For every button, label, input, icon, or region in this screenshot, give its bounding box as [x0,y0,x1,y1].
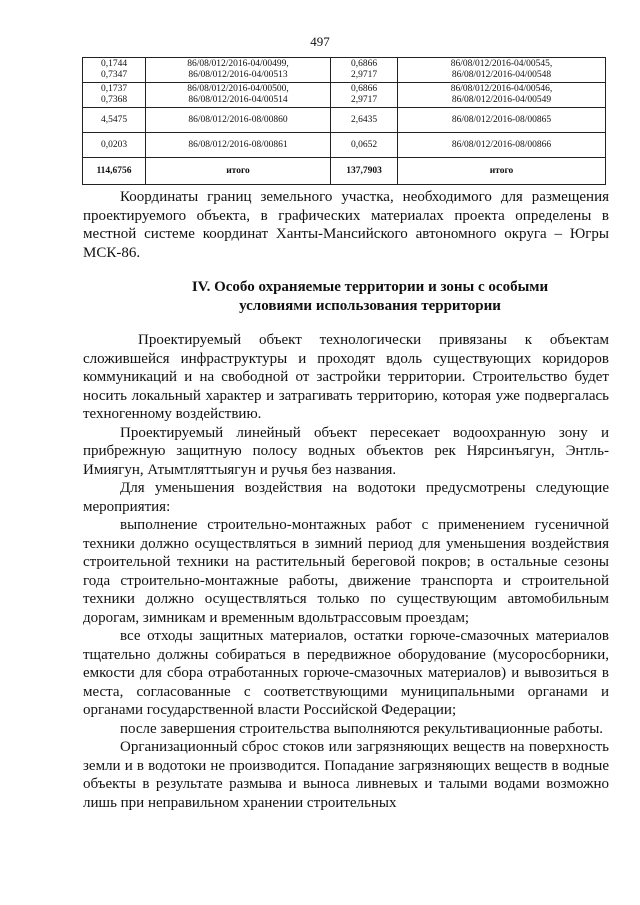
total-label-2: итого [398,158,606,185]
paragraph: все отходы защитных материалов, остатки горюче-смазочных материалов тщательно должны собираться в передвижное оборудование (мусоросборники, емкости для сбора отработанных горюче-смазочных материалов) и вывозиться в места, согласованные с соответствующими муниципальными органами и органами государственной власти Российской Федерации; [83,628,609,718]
paragraph: Проектируемый объект технологически привязаны к объектам сложившейся инфраструктуры и проходят вдоль существующих коридоров коммуникаций и на свободной от застройки территории. Строительство будет носить локальный характер и затрагивать территорию, которая уже подвергалась техногенному воздействию. [83,332,609,422]
paragraph: выполнение строительно-монтажных работ с применением гусеничной техники должно осуществляться в зимний период для уменьшения воздействия строительной техники на растительный береговой покров; в остальные сезоны года строительно-монтажные работы, движение транспорта и строительной техники должно осуществляться только по существующим автомобильным дорогам, зимникам и временным вдольтрассовым проездам; [83,517,609,626]
table-row [83,108,606,133]
cadastral-table [82,57,606,185]
body-text [83,331,609,812]
table-cell: 0,6866 2,9717 [331,58,398,83]
table-cell: 2,6435 [331,108,398,133]
table-cell: 86/08/012/2016-08/00861 [146,133,331,158]
intro-block [83,188,609,262]
table-cell: 86/08/012/2016-08/00866 [398,133,606,158]
paragraph: после завершения строительства выполняются рекультивационные работы. [120,720,604,737]
section-title-line1: IV. Особо охраняемые территории и зоны с особыми [191,279,549,295]
paragraph: Для уменьшения воздействия на водотоки предусмотрены следующие мероприятия: [83,480,609,515]
table-row [83,83,606,108]
table-cell: 0,0652 [331,133,398,158]
table-cell: 86/08/012/2016-04/00546, 86/08/012/2016-04/00549 [398,83,606,108]
table-row [83,133,606,158]
table-cell: 86/08/012/2016-04/00500, 86/08/012/2016-04/00514 [146,83,331,108]
total-area-2: 137,7903 [331,158,398,185]
page-number: 497 [310,34,330,49]
total-label-1: итого [146,158,331,185]
table-cell: 0,1737 0,7368 [83,83,146,108]
table-cell: 86/08/012/2016-04/00545, 86/08/012/2016-04/00548 [398,58,606,83]
table-cell: 0,1744 0,7347 [83,58,146,83]
paragraph: Проектируемый линейный объект пересекает водоохранную зону и прибрежную защитную полосу водных объектов рек Нярсинъягун, Энтль-Имиягун, Атымтляттыягун и ручья без названия. [83,424,609,478]
table-cell: 86/08/012/2016-08/00860 [146,108,331,133]
table-cell: 0,0203 [83,133,146,158]
table-cell: 0,6866 2,9717 [331,83,398,108]
table-cell: 86/08/012/2016-08/00865 [398,108,606,133]
section-title-line2: условиями использования территории [239,298,501,314]
total-area-1: 114,6756 [83,158,146,185]
table-total-row [83,158,606,185]
intro-paragraph: Координаты границ земельного участка, необходимого для размещения проектируемого объекта, в графических материалах проекта определены в местной системе координат Ханты-Мансийского автономного округа – Югры МСК-86. [83,189,609,261]
paragraph: Организационный сброс стоков или загрязняющих веществ на поверхность земли и в водотоки не производится. Попадание загрязняющих веществ в водные объекты в результате размыва и выноса ливневых и талыми водами возможно лишь при неправильном хранении строительных [83,739,609,811]
table-row [83,58,606,83]
table-cell: 4,5475 [83,108,146,133]
table-cell: 86/08/012/2016-04/00499, 86/08/012/2016-04/00513 [146,58,331,83]
section-heading [150,278,590,316]
